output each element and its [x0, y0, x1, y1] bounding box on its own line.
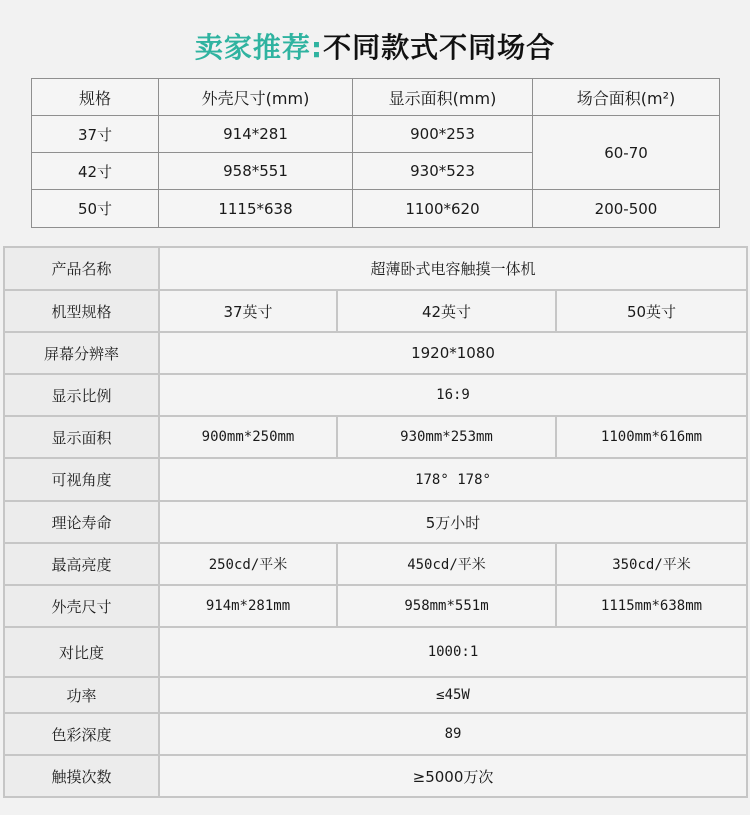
value-model-37: 37英寸: [159, 290, 337, 332]
value-display-area-50: 1100mm*616mm: [556, 416, 747, 458]
row-display-area: 1100*620: [353, 190, 533, 228]
value-touch-count: ≥5000万次: [159, 755, 747, 797]
size-table: [31, 78, 720, 228]
row-spec: 50寸: [32, 190, 159, 228]
spec-row-product-name: [4, 247, 747, 290]
size-table-header: [32, 79, 720, 116]
venue-area-group1: 60-70: [533, 116, 720, 190]
label-lifespan: 理论寿命: [4, 501, 159, 543]
value-brightness-50: 350cd/平米: [556, 543, 747, 585]
table-row: [32, 116, 720, 153]
spec-table: [3, 246, 748, 798]
header-spec: 规格: [32, 79, 159, 116]
value-display-area-42: 930mm*253mm: [337, 416, 556, 458]
row-shell-size: 914*281: [159, 116, 353, 153]
value-viewing-angle: 178° 178°: [159, 458, 747, 501]
label-color-depth: 色彩深度: [4, 713, 159, 755]
value-model-50: 50英寸: [556, 290, 747, 332]
value-brightness-42: 450cd/平米: [337, 543, 556, 585]
value-color-depth: 89: [159, 713, 747, 755]
value-contrast: 1000:1: [159, 627, 747, 677]
row-display-area: 900*253: [353, 116, 533, 153]
value-lifespan: 5万小时: [159, 501, 747, 543]
spec-row-model: [4, 290, 747, 332]
label-brightness: 最高亮度: [4, 543, 159, 585]
title-rest: 不同款式不同场合: [323, 31, 556, 64]
spec-row-power: [4, 677, 747, 713]
label-resolution: 屏幕分辨率: [4, 332, 159, 374]
value-resolution: 1920*1080: [159, 332, 747, 374]
label-viewing-angle: 可视角度: [4, 458, 159, 501]
row-shell-size: 1115*638: [159, 190, 353, 228]
spec-row-touch-count: [4, 755, 747, 797]
spec-row-contrast: [4, 627, 747, 677]
label-ratio: 显示比例: [4, 374, 159, 416]
header-shell-size: 外壳尺寸(mm): [159, 79, 353, 116]
label-product-name: 产品名称: [4, 247, 159, 290]
label-power: 功率: [4, 677, 159, 713]
venue-area-group2: 200-500: [533, 190, 720, 228]
spec-row-resolution: [4, 332, 747, 374]
row-spec: 42寸: [32, 153, 159, 190]
value-power: ≤45W: [159, 677, 747, 713]
value-product-name: 超薄卧式电容触摸一体机: [159, 247, 747, 290]
label-shell-size: 外壳尺寸: [4, 585, 159, 627]
value-brightness-37: 250cd/平米: [159, 543, 337, 585]
label-contrast: 对比度: [4, 627, 159, 677]
label-model: 机型规格: [4, 290, 159, 332]
title-highlight: 卖家推荐:: [194, 31, 324, 64]
row-shell-size: 958*551: [159, 153, 353, 190]
value-ratio: 16:9: [159, 374, 747, 416]
value-shell-size-37: 914m*281mm: [159, 585, 337, 627]
row-display-area: 930*523: [353, 153, 533, 190]
label-touch-count: 触摸次数: [4, 755, 159, 797]
spec-row-ratio: [4, 374, 747, 416]
value-shell-size-42: 958mm*551m: [337, 585, 556, 627]
value-shell-size-50: 1115mm*638mm: [556, 585, 747, 627]
spec-row-shell-size: [4, 585, 747, 627]
page-title: [0, 26, 750, 66]
spec-row-brightness: [4, 543, 747, 585]
spec-row-lifespan: [4, 501, 747, 543]
value-display-area-37: 900mm*250mm: [159, 416, 337, 458]
spec-row-display-area: [4, 416, 747, 458]
spec-row-viewing-angle: [4, 458, 747, 501]
header-venue-area: 场合面积(m²): [533, 79, 720, 116]
header-display-area: 显示面积(mm): [353, 79, 533, 116]
table-row: [32, 190, 720, 228]
row-spec: 37寸: [32, 116, 159, 153]
label-display-area: 显示面积: [4, 416, 159, 458]
value-model-42: 42英寸: [337, 290, 556, 332]
spec-row-color-depth: [4, 713, 747, 755]
